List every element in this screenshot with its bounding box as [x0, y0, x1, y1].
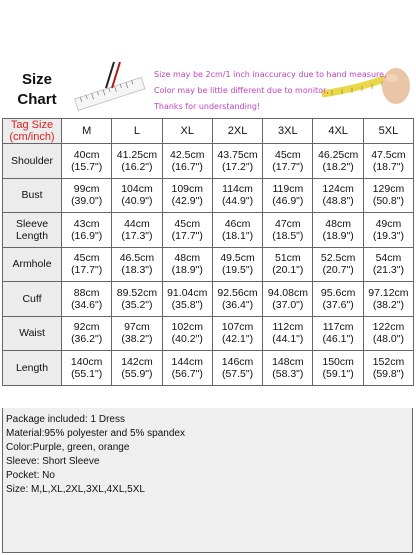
cm-value: 48cm	[325, 217, 351, 230]
inch-value: (18.9")	[171, 264, 203, 277]
inch-value: (16.2")	[121, 160, 153, 173]
inch-value: (16.9")	[71, 229, 103, 242]
cm-value: 142cm	[121, 355, 153, 368]
measurement-cell	[162, 178, 212, 213]
cm-value: 92.56cm	[217, 286, 258, 299]
measurement-cell	[62, 282, 112, 317]
cm-value: 49.5cm	[220, 252, 255, 265]
measurement-cell	[263, 282, 313, 317]
size-header: 2XL	[212, 119, 262, 144]
header	[0, 0, 416, 118]
cm-value: 97cm	[124, 321, 150, 334]
inch-value: (59.8")	[372, 367, 405, 380]
inch-value: (20.7")	[322, 264, 354, 277]
measurement-cell	[363, 247, 413, 282]
cm-value: 119cm	[272, 183, 304, 196]
cm-value: 43.75cm	[217, 148, 258, 161]
measurement-cell	[62, 178, 112, 213]
cm-value: 47cm	[274, 217, 301, 230]
measurement-label	[3, 213, 62, 248]
inch-value: (38.2")	[121, 333, 153, 346]
inch-value: (36.4")	[221, 298, 254, 311]
tag-size-line-1: Tag Size	[10, 119, 54, 131]
measurement-label-line-1: Shoulder	[10, 154, 54, 167]
inch-value: (42.1")	[221, 333, 254, 346]
inch-value: (37.0")	[272, 298, 304, 311]
inch-value: (59.1")	[322, 367, 354, 380]
measurement-label-line-1: Waist	[19, 327, 45, 340]
measurement-cell	[112, 351, 162, 386]
inch-value: (19.3")	[372, 229, 405, 242]
cm-value: 92cm	[73, 321, 100, 334]
measurement-cell	[112, 213, 162, 248]
measurement-row	[3, 213, 414, 248]
cm-value: 114cm	[222, 183, 253, 196]
inch-value: (21.3")	[372, 264, 405, 277]
measurement-cell	[112, 282, 162, 317]
size-header: 4XL	[313, 119, 363, 144]
cm-value: 41.25cm	[116, 148, 158, 161]
size-header: 5XL	[363, 119, 413, 144]
product-details	[2, 408, 413, 553]
inch-value: (44.1")	[272, 333, 304, 346]
cm-value: 148cm	[272, 355, 304, 368]
measurement-cell	[112, 247, 162, 282]
cm-value: 124cm	[322, 183, 354, 196]
measurement-label-line-1: Length	[15, 361, 49, 374]
cm-value: 48cm	[174, 252, 201, 265]
note-thanks: Thanks for understanding!	[154, 102, 261, 111]
cm-value: 45cm	[274, 148, 301, 161]
measurement-cell	[313, 144, 363, 179]
measurement-cell	[313, 178, 363, 213]
measurement-cell	[313, 282, 363, 317]
inch-value: (18.9")	[322, 229, 354, 242]
cm-value: 150cm	[322, 355, 354, 368]
measurement-cell	[112, 144, 162, 179]
measurement-label-line-1: Bust	[21, 189, 43, 202]
inch-value: (40.9")	[121, 195, 153, 208]
measurement-label	[3, 316, 62, 351]
cm-value: 52.5cm	[320, 252, 356, 265]
cm-value: 107cm	[221, 321, 254, 334]
inch-value: (55.1")	[71, 367, 103, 380]
inch-value: (18.2")	[322, 160, 354, 173]
measurement-cell	[212, 213, 262, 248]
measurement-cell	[62, 213, 112, 248]
measurement-cell	[212, 247, 262, 282]
cm-value: 49cm	[375, 217, 402, 230]
inch-value: (36.2")	[71, 333, 103, 346]
inch-value: (15.7")	[71, 160, 103, 173]
measurement-cell	[263, 247, 313, 282]
size-chart-title	[12, 70, 62, 110]
inch-value: (35.8")	[171, 298, 203, 311]
inch-value: (46.9")	[272, 195, 304, 208]
cm-value: 109cm	[171, 183, 203, 196]
cm-value: 42.5cm	[170, 148, 205, 161]
cm-value: 152cm	[372, 355, 405, 368]
title-line-2: Chart	[17, 91, 57, 108]
measurement-cell	[363, 316, 413, 351]
inch-value: (40.2")	[171, 333, 203, 346]
detail-color: Color:Purple, green, orange	[6, 442, 130, 453]
measurement-cell	[212, 178, 262, 213]
cm-value: 146cm	[221, 355, 254, 368]
measurement-cell	[212, 282, 262, 317]
inch-value: (48.0")	[372, 333, 405, 346]
inch-value: (20.1")	[272, 264, 304, 277]
measurement-cell	[313, 316, 363, 351]
cm-value: 44cm	[124, 217, 150, 230]
measurement-cell	[162, 247, 212, 282]
measurement-cell	[363, 351, 413, 386]
inch-value: (17.7")	[171, 229, 203, 242]
measurement-cell	[162, 316, 212, 351]
measurement-cell	[62, 351, 112, 386]
inch-value: (37.6")	[322, 298, 354, 311]
measurement-cell	[263, 213, 313, 248]
cm-value: 88cm	[73, 286, 100, 299]
cm-value: 144cm	[171, 355, 203, 368]
inch-value: (44.9")	[221, 195, 254, 208]
inch-value: (38.2")	[372, 298, 405, 311]
size-header-row	[3, 119, 414, 144]
title-line-1: Size	[21, 71, 52, 88]
measurement-label-line-2: Length	[15, 229, 49, 242]
cm-value: 112cm	[272, 321, 304, 334]
measurement-cell	[62, 247, 112, 282]
inch-value: (35.2")	[121, 298, 153, 311]
measurement-cell	[112, 178, 162, 213]
measurement-cell	[162, 351, 212, 386]
cm-value: 102cm	[171, 321, 203, 334]
measurement-label	[3, 144, 62, 179]
measurement-row	[3, 282, 414, 317]
size-header: 3XL	[263, 119, 313, 144]
cm-value: 104cm	[121, 183, 153, 196]
measurement-row	[3, 316, 414, 351]
cm-value: 99cm	[73, 183, 100, 196]
inch-value: (50.8")	[372, 195, 405, 208]
inch-value: (57.5")	[221, 367, 254, 380]
measurement-cell	[112, 316, 162, 351]
size-table	[2, 118, 414, 386]
tape-hand-icon	[322, 58, 412, 118]
detail-pocket: Pocket: No	[6, 470, 55, 481]
size-header: XL	[162, 119, 212, 144]
inch-value: (19.5")	[221, 264, 254, 277]
cm-value: 122cm	[372, 321, 405, 334]
cm-value: 140cm	[70, 355, 103, 368]
cm-value: 117cm	[322, 321, 354, 334]
inch-value: (17.2")	[221, 160, 254, 173]
cm-value: 43cm	[73, 217, 100, 230]
measurement-cell	[313, 213, 363, 248]
measurement-label	[3, 282, 62, 317]
measurement-cell	[313, 351, 363, 386]
measurement-cell	[162, 213, 212, 248]
inch-value: (17.3")	[121, 229, 153, 242]
note-color: Color may be little different due to monitor,	[154, 86, 329, 95]
cm-value: 51cm	[274, 252, 301, 265]
measurement-cell	[212, 316, 262, 351]
measurement-cell	[62, 144, 112, 179]
cm-value: 40cm	[73, 148, 100, 161]
measurement-row	[3, 351, 414, 386]
measurement-cell	[212, 351, 262, 386]
cm-value: 46cm	[224, 217, 251, 230]
cm-value: 45cm	[73, 252, 100, 265]
measurement-cell	[363, 213, 413, 248]
measurement-label-line-1: Sleeve	[15, 217, 49, 230]
measurement-label	[3, 247, 62, 282]
cm-value: 54cm	[375, 252, 402, 265]
measurement-cell	[212, 144, 262, 179]
measurement-row	[3, 247, 414, 282]
inch-value: (18.5")	[272, 229, 304, 242]
inch-value: (18.3")	[121, 264, 153, 277]
size-header: L	[112, 119, 162, 144]
inch-value: (55.9")	[121, 367, 153, 380]
inch-value: (56.7")	[171, 367, 203, 380]
measurement-cell	[162, 282, 212, 317]
cm-value: 97.12cm	[368, 286, 409, 299]
measure-banner	[70, 58, 410, 118]
detail-package: Package included: 1 Dress	[6, 414, 125, 425]
inch-value: (18.7")	[372, 160, 405, 173]
inch-value: (17.7")	[71, 264, 103, 277]
detail-size: Size: M,L,XL,2XL,3XL,4XL,5XL	[6, 484, 145, 495]
tag-size-label	[3, 119, 62, 144]
measurement-cell	[363, 178, 413, 213]
cm-value: 95.6cm	[320, 286, 356, 299]
detail-material: Material:95% polyester and 5% spandex	[6, 428, 185, 439]
measurement-label	[3, 351, 62, 386]
inch-value: (42.9")	[171, 195, 203, 208]
size-header: M	[62, 119, 112, 144]
measurement-label	[3, 178, 62, 213]
measuring-tape-icon	[70, 58, 150, 118]
detail-sleeve: Sleeve: Short Sleeve	[6, 456, 100, 467]
inch-value: (17.7")	[272, 160, 304, 173]
measurement-cell	[62, 316, 112, 351]
tag-size-line-2: (cm/inch)	[9, 131, 55, 143]
measurement-cell	[263, 316, 313, 351]
cm-value: 45cm	[174, 217, 201, 230]
note-inaccuracy: Size may be 2cm/1 inch inaccuracy due to hand measure,	[154, 70, 387, 79]
cm-value: 129cm	[372, 183, 405, 196]
measurement-cell	[162, 144, 212, 179]
inch-value: (16.7")	[171, 160, 203, 173]
measurement-row	[3, 178, 414, 213]
inch-value: (18.1")	[221, 229, 254, 242]
measurement-cell	[313, 247, 363, 282]
measurement-cell	[363, 282, 413, 317]
cm-value: 46.25cm	[317, 148, 359, 161]
inch-value: (34.6")	[71, 298, 103, 311]
cm-value: 91.04cm	[167, 286, 208, 299]
inch-value: (58.3")	[272, 367, 304, 380]
inch-value: (48.8")	[322, 195, 354, 208]
measurement-row	[3, 144, 414, 179]
inch-value: (46.1")	[322, 333, 354, 346]
measurement-cell	[263, 144, 313, 179]
measurement-cell	[263, 178, 313, 213]
measurement-label-line-1: Cuff	[22, 292, 42, 305]
cm-value: 94.08cm	[267, 286, 308, 299]
measurement-cell	[363, 144, 413, 179]
cm-value: 47.5cm	[371, 148, 406, 161]
inch-value: (39.0")	[71, 195, 103, 208]
measurement-cell	[263, 351, 313, 386]
cm-value: 46.5cm	[119, 252, 155, 265]
cm-value: 89.52cm	[116, 286, 158, 299]
measurement-label-line-1: Armhole	[12, 258, 52, 271]
